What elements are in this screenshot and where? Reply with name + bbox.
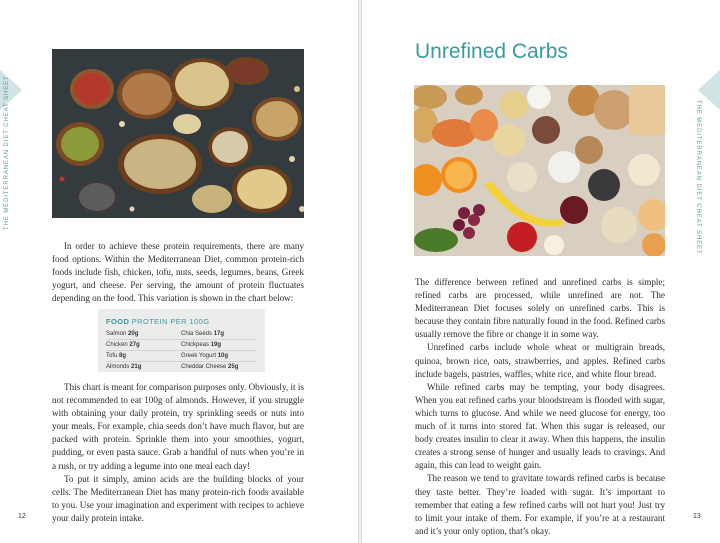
table-cell bbox=[181, 340, 256, 350]
protein-value: 25g bbox=[228, 364, 239, 370]
left-body-text bbox=[52, 381, 304, 525]
protein-chart-grid bbox=[106, 329, 256, 372]
left-intro-text bbox=[52, 240, 304, 305]
protein-value: 10g bbox=[217, 353, 229, 359]
table-cell bbox=[106, 340, 181, 350]
table-row bbox=[106, 362, 256, 372]
protein-chart-title bbox=[106, 317, 209, 326]
table-cell bbox=[181, 362, 256, 372]
food-name: Cheddar Cheese bbox=[181, 364, 227, 370]
right-paragraph: While refined carbs may be tempting, your body disagrees. When you eat refined carbs your bloodstream is flooded with sugar, which turns to glucose. And while we need glucose for energy, too much of it turns into stored fat. When this sugar is released, our body creates insulin to clear it away. When this happens, the insulin creates a strong sense of hunger and usually leads to cravings. And again, this can lead to weight gain. bbox=[415, 381, 665, 471]
protein-value: 20g bbox=[128, 331, 139, 337]
left-paragraph: To put it simply, amino acids are the building blocks of your cells. The Mediterranean Diet has many protein-rich foods available to you. Use your imagination and experiment with recipes to achieve your daily protein intake. bbox=[52, 473, 304, 523]
page-number-right: 13 bbox=[693, 513, 701, 520]
food-name: Chickpeas bbox=[181, 342, 210, 348]
table-row bbox=[106, 329, 256, 340]
food-name: Chicken bbox=[106, 342, 128, 348]
right-paragraph: Unrefined carbs include whole wheat or multigrain breads, quinoa, brown rice, oats, strawberries, and apples. Refined carbs include bagels, pastries, waffles, white rice, and white flour bread. bbox=[415, 342, 665, 379]
protein-chart-title-rest: PROTEIN PER 100G bbox=[129, 317, 210, 326]
right-paragraph: The reason we tend to gravitate towards refined carbs is because they taste better. They’re loaded with sugar. It’s important to remember that eating a few refined carbs will not hurt you! Just try to limit your intake of them. For example, if you’re at a restaurant and it’s your only option, that’s okay. bbox=[415, 473, 665, 536]
table-cell bbox=[181, 329, 256, 339]
food-name: Salmon bbox=[106, 331, 127, 337]
table-cell bbox=[106, 329, 181, 339]
page-number-left: 12 bbox=[18, 513, 26, 520]
food-name: Greek Yogurt bbox=[181, 353, 217, 359]
table-row bbox=[106, 351, 256, 362]
page-title: Unrefined Carbs bbox=[415, 40, 568, 63]
food-name: Chia Seeds bbox=[181, 331, 213, 337]
food-name: Tofu bbox=[106, 353, 118, 359]
carbs-photo bbox=[414, 85, 665, 256]
protein-chart-title-bold: FOOD bbox=[106, 317, 130, 326]
right-paragraph: The difference between refined and unrefined carbs is simple; refined carbs are processed, while unrefined are not. The Mediterranean Diet focuses solely on unrefined carbs. This is because they contain fibre naturally found in the food. Refined carbs usually remove the fibre or change it in some way. bbox=[415, 277, 665, 340]
food-name: Almonds bbox=[106, 364, 130, 370]
protein-value: 8g bbox=[119, 353, 127, 359]
protein-value: 17g bbox=[213, 331, 225, 337]
table-cell bbox=[106, 351, 181, 361]
protein-value: 19g bbox=[210, 342, 222, 348]
protein-value: 27g bbox=[129, 342, 140, 348]
table-cell bbox=[181, 351, 256, 361]
left-paragraph: This chart is meant for comparison purposes only. Obviously, it is not recommended to eat 100g of almonds. However, if you struggle with obtaining your daily protein, try sprinkling seeds or nuts into your meals. For example, chia seeds don’t have much flavor, but are packed with protein. Sprinkle them into your smoothies, yogurt, pudding, or even pasta sauce. Grab a handful of nuts when you’re in a rush, or try adding a legume into one meal each day! bbox=[52, 382, 304, 471]
protein-value: 21g bbox=[131, 364, 142, 370]
nuts-seeds-photo bbox=[52, 49, 304, 218]
right-body-text bbox=[415, 276, 665, 538]
table-cell bbox=[106, 362, 181, 372]
protein-chart bbox=[98, 309, 265, 372]
left-paragraph: In order to achieve these protein requirements, there are many food options. Within the Mediterranean Diet, common protein-rich foods include fish, chicken, tofu, nuts, seeds, legumes, beans, Greek yogurt, and cheese. Per serving, the amount of protein fluctuates depending on the food. This variation is shown in the chart below: bbox=[52, 241, 304, 304]
table-row bbox=[106, 340, 256, 351]
side-label-left: THE MEDITERRANEAN DIET CHEAT SHEET bbox=[4, 75, 10, 230]
right-page-tab bbox=[698, 70, 720, 110]
side-label-right: THE MEDITERRANEAN DIET CHEAT SHEET bbox=[695, 100, 701, 255]
